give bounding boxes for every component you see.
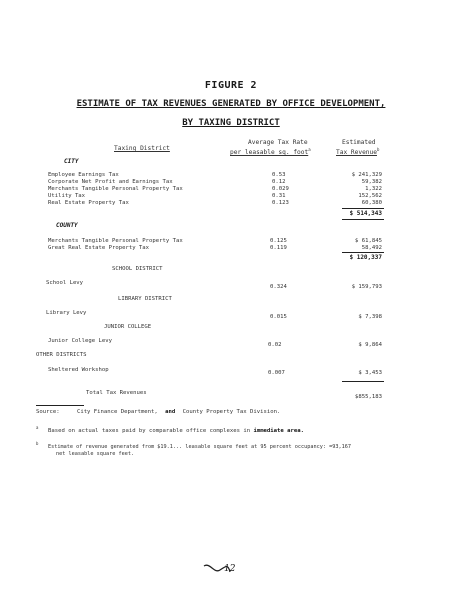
page-number-text: 12 (224, 564, 236, 574)
city-row-rate: 0.123 (272, 200, 289, 206)
city-row-amount: 152,562 (358, 193, 382, 199)
county-row-amount: $ 61,845 (355, 238, 382, 244)
city-row-name: Real Estate Property Tax (48, 200, 129, 206)
city-row-name: Utility Tax (48, 193, 86, 199)
county-total: $ 120,337 (349, 254, 382, 261)
section-county-label: COUNTY (56, 222, 78, 229)
college-row-amount: $ 9,864 (358, 342, 382, 348)
county-row-rate: 0.125 (270, 238, 287, 244)
column-header-rev-line2: Tax Revenue$^b$ (336, 147, 380, 157)
source-label: Source: (36, 409, 60, 415)
school-row-rate: 0.324 (270, 284, 287, 290)
footnote-a-marker: a (36, 425, 39, 430)
section-school-label: SCHOOL DISTRICT (112, 266, 163, 272)
footnote-b-line1: Estimate of revenue generated from $19.1... leasable square feet at 95 percent occupancy: =93,167 (48, 444, 351, 450)
section-library-label: LIBRARY DISTRICT (118, 296, 172, 302)
subtotal-rule (342, 219, 384, 220)
footnote-marker-b: b (376, 147, 380, 152)
subtotal-rule (342, 252, 384, 253)
other-row-rate: 0.007 (268, 370, 285, 376)
total-label: Total Tax Revenues (86, 390, 147, 396)
city-total: $ 514,343 (349, 210, 382, 217)
document-title: ESTIMATE OF TAX REVENUES GENERATED BY OFFICE DEVELOPMENT, (76, 99, 386, 109)
document-subtitle: BY TAXING DISTRICT (182, 118, 280, 128)
other-row-name: Sheltered Workshop (48, 367, 109, 373)
column-header-rev-line1: Estimated (342, 139, 376, 146)
city-row-rate: 0.029 (272, 186, 289, 192)
library-row-name: Library Levy (46, 310, 87, 316)
figure-number: FIGURE 2 (204, 80, 258, 91)
county-row-amount: 58,492 (361, 245, 382, 251)
city-row-name: Employee Earnings Tax (48, 172, 119, 178)
source-text-a: City Finance Department, (76, 409, 158, 415)
city-row-name: Corporate Net Profit and Earnings Tax (48, 179, 173, 185)
county-row-name: Merchants Tangible Personal Property Tax (48, 238, 183, 244)
column-header-district: Taxing District (114, 145, 170, 152)
total-amount: $855,183 (355, 394, 382, 400)
city-row-amount: $ 241,329 (351, 172, 382, 178)
county-row-name: Great Real Estate Property Tax (48, 245, 150, 251)
library-row-rate: 0.015 (270, 314, 287, 320)
section-other-label: OTHER DISTRICTS (36, 352, 87, 358)
section-college-label: JUNIOR COLLEGE (104, 324, 152, 330)
city-row-rate: 0.53 (272, 172, 286, 178)
handwritten-mark-icon (202, 560, 242, 578)
city-row-rate: 0.31 (272, 193, 286, 199)
city-row-amount: 1,322 (365, 186, 382, 192)
footnote-marker-a: a (308, 147, 311, 152)
source-and: and (165, 409, 176, 415)
city-row-rate: 0.12 (272, 179, 286, 185)
county-row-rate: 0.119 (270, 245, 287, 251)
column-header-rate-line2: per leasable sq. foot$^a$ (230, 147, 311, 157)
library-row-amount: $ 7,398 (358, 314, 382, 320)
footnote-b-marker: b (36, 441, 39, 446)
footnote-a-bold: immediate area. (253, 428, 304, 434)
section-city-label: CITY (64, 158, 79, 165)
subtotal-rule (342, 208, 384, 209)
source-note (36, 409, 280, 415)
other-row-amount: $ 3,453 (358, 370, 382, 376)
school-row-amount: $ 159,793 (351, 284, 382, 290)
college-row-name: Junior College Levy (48, 338, 112, 344)
footnote-a (48, 428, 304, 434)
city-row-amount: 59,382 (361, 179, 382, 185)
footnote-a-text: Based on actual taxes paid by comparable office complexes in (48, 428, 251, 434)
page-number (202, 560, 242, 582)
footnote-b-line2: net leasable square feet. (56, 451, 135, 457)
total-rule (342, 381, 384, 382)
column-header-rate-line1: Average Tax Rate (248, 139, 308, 146)
city-row-amount: 60,380 (361, 200, 382, 206)
school-row-name: School Levy (46, 280, 84, 286)
source-text-b: County Property Tax Division. (182, 409, 281, 415)
college-row-rate: 0.02 (268, 342, 282, 348)
city-row-name: Merchants Tangible Personal Property Tax (48, 186, 183, 192)
footnote-rule (36, 405, 84, 406)
